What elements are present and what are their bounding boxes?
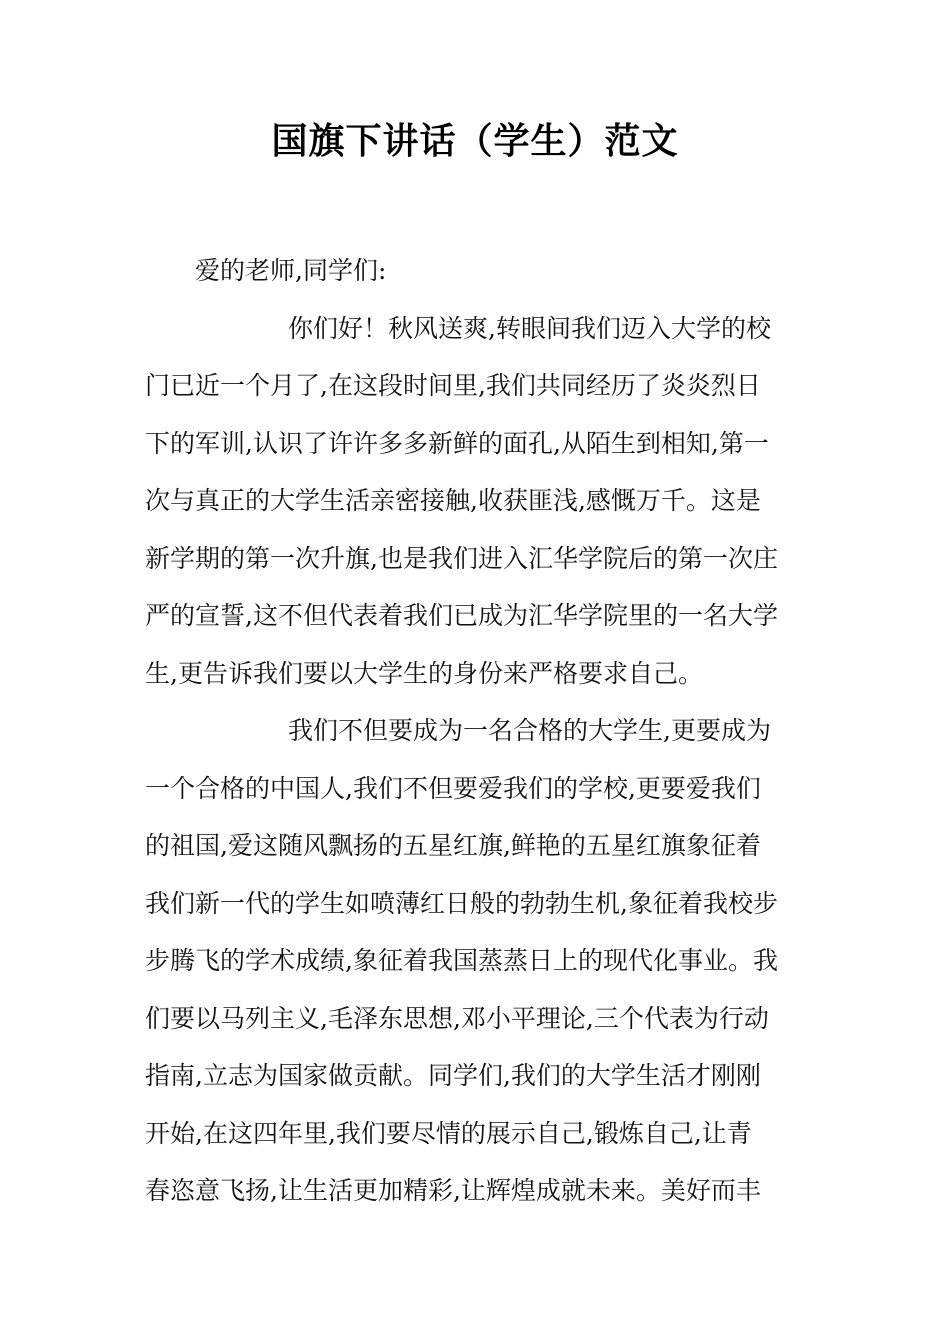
paragraph-2-line-2: 一个合格的中国人,我们不但要爱我们的学校,更要爱我们 xyxy=(145,773,761,803)
paragraph-1-line-3: 下的军训,认识了许许多多新鲜的面孔,从陌生到相知,第一 xyxy=(145,428,769,458)
document-body xyxy=(145,242,807,1220)
paragraph-1-line-1: 你们好！秋风送爽,转眼间我们迈入大学的校 xyxy=(288,313,771,343)
paragraph-2-line-1: 我们不但要成为一名合格的大学生,更要成为 xyxy=(288,716,771,745)
document-title: 国旗下讲话（学生）范文 xyxy=(271,121,679,162)
paragraph-1-line-2: 门已近一个月了,在这段时间里,我们共同经历了炎炎烈日 xyxy=(145,371,761,400)
salutation-line: 爱的老师,同学们: xyxy=(195,256,387,285)
paragraph-1-line-7: 生,更告诉我们要以大学生的身份来严格要求自己。 xyxy=(145,658,703,688)
paragraph-1-line-6: 严的宣誓,这不但代表着我们已成为汇华学院里的一名大学 xyxy=(145,601,778,630)
paragraph-2-line-5: 步腾飞的学术成绩,象征着我国蒸蒸日上的现代化事业。我 xyxy=(145,946,778,975)
paragraph-1-line-5: 新学期的第一次升旗,也是我们进入汇华学院后的第一次庄 xyxy=(145,543,778,573)
paragraph-2-line-6: 们要以马列主义,毛泽东思想,邓小平理论,三个代表为行动 xyxy=(145,1003,769,1033)
paragraph-2-line-7: 指南,立志为国家做贡献。同学们,我们的大学生活才刚刚 xyxy=(145,1061,761,1090)
paragraph-2-line-4: 我们新一代的学生如喷薄红日般的勃勃生机,象征着我校步 xyxy=(145,888,778,918)
paragraph-2-line-9: 春恣意飞扬,让生活更加精彩,让辉煌成就未来。美好而丰 xyxy=(145,1176,761,1205)
paragraph-2-line-8: 开始,在这四年里,我们要尽情的展示自己,锻炼自己,让青 xyxy=(145,1118,752,1148)
paragraph-1-line-4: 次与真正的大学生活亲密接触,收获匪浅,感慨万千。这是 xyxy=(145,486,761,515)
paragraph-2-line-3: 的祖国,爱这随风飘扬的五星红旗,鲜艳的五星红旗象征着 xyxy=(145,831,761,860)
